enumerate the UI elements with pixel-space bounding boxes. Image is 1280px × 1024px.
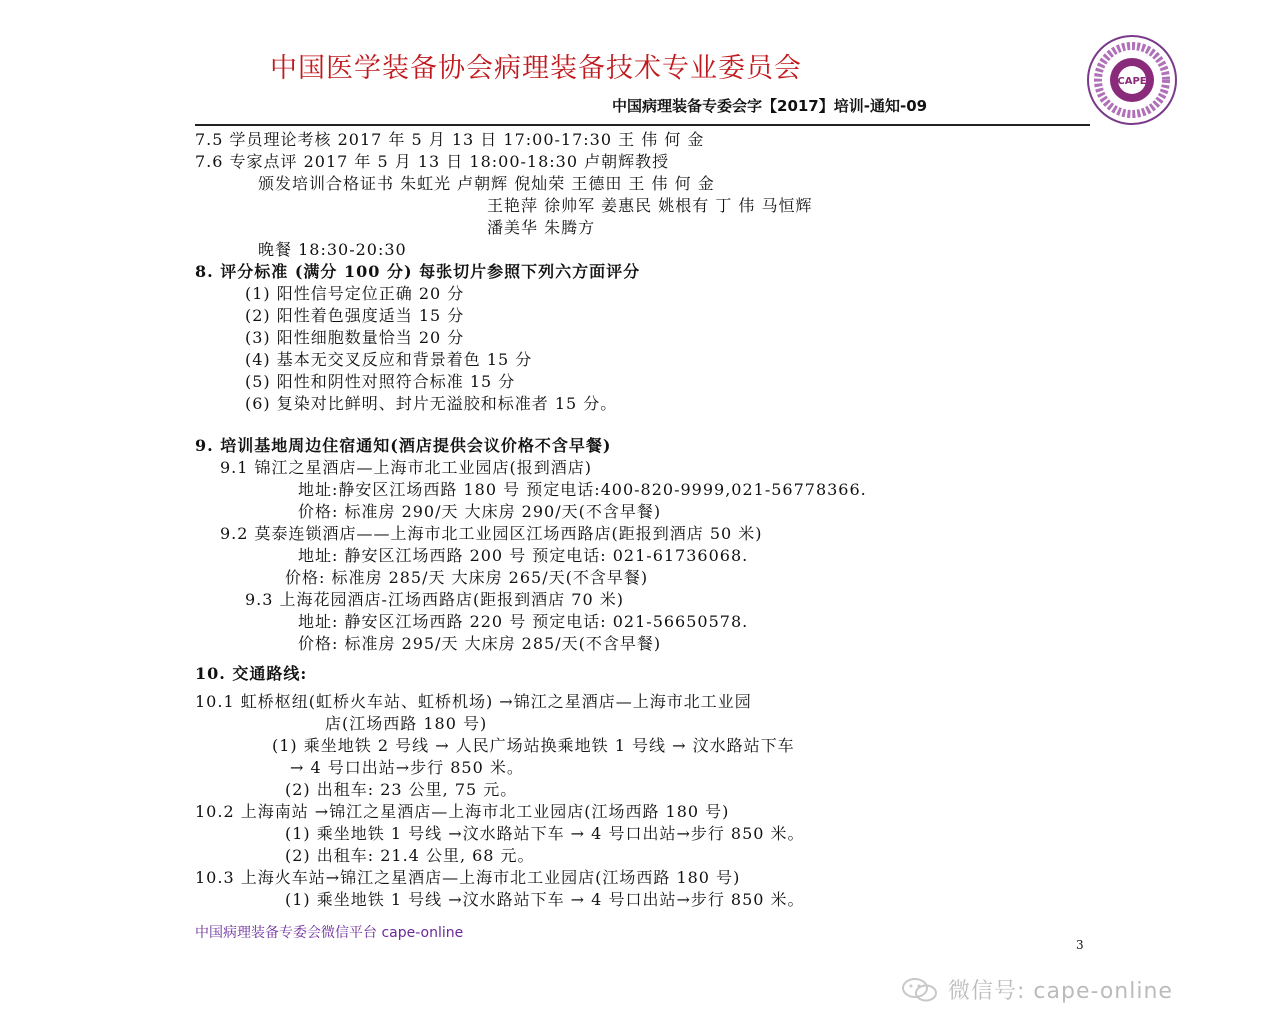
text-line: (2) 出租车: 23 公里, 75 元。 (285, 780, 518, 799)
document-title: 中国医学装备协会病理装备技术专业委员会 (270, 53, 802, 84)
text-line: (1) 乘坐地铁 1 号线 →汶水路站下车 → 4 号口出站→步行 850 米。 (285, 824, 805, 843)
page-number: 3 (1076, 938, 1084, 952)
text-line: 地址:静安区江场西路 180 号 预定电话:400-820-9999,021-56778366. (298, 480, 867, 499)
text-line: (1) 阳性信号定位正确 20 分 (245, 284, 465, 303)
text-line: (4) 基本无交叉反应和背景着色 15 分 (245, 350, 533, 369)
text-line: 价格: 标准房 290/天 大床房 290/天(不含早餐) (298, 502, 662, 521)
footer-platform: 中国病理装备专委会微信平台 cape-online (195, 925, 464, 941)
logo-text: CAPE (1117, 76, 1147, 87)
text-line: 地址: 静安区江场西路 220 号 预定电话: 021-56650578. (298, 612, 749, 631)
text-line: 8. 评分标准 (满分 100 分) 每张切片参照下列六方面评分 (195, 262, 641, 281)
watermark-text: 微信号: cape-online (948, 979, 1173, 1004)
text-line: 7.5 学员理论考核 2017 年 5 月 13 日 17:00-17:30 王 伟 何 金 (195, 130, 705, 149)
text-line: 10. 交通路线: (195, 664, 308, 683)
cape-logo (1086, 34, 1178, 126)
text-line: (2) 出租车: 21.4 公里, 68 元。 (285, 846, 535, 865)
text-line: 9.1 锦江之星酒店—上海市北工业园店(报到酒店) (220, 458, 593, 477)
text-line: → 4 号口出站→步行 850 米。 (290, 758, 524, 777)
text-line: 地址: 静安区江场西路 200 号 预定电话: 021-61736068. (298, 546, 749, 565)
text-line: 店(江场西路 180 号) (325, 714, 488, 733)
text-line: (1) 乘坐地铁 2 号线 → 人民广场站换乘地铁 1 号线 → 汶水路站下车 (272, 736, 795, 755)
text-line: 7.6 专家点评 2017 年 5 月 13 日 18:00-18:30 卢朝辉教授 (195, 152, 670, 171)
wechat-icon (900, 976, 940, 1004)
text-line: (3) 阳性细胞数量恰当 20 分 (245, 328, 465, 347)
text-line: 价格: 标准房 295/天 大床房 285/天(不含早餐) (298, 634, 662, 653)
text-line: 潘美华 朱腾方 (487, 218, 596, 237)
text-line: (1) 乘坐地铁 1 号线 →汶水路站下车 → 4 号口出站→步行 850 米。 (285, 890, 805, 909)
text-line: 9.3 上海花园酒店-江场西路店(距报到酒店 70 米) (245, 590, 624, 609)
text-line: 10.3 上海火车站→锦江之星酒店—上海市北工业园店(江场西路 180 号) (195, 868, 741, 887)
text-line: (5) 阳性和阴性对照符合标准 15 分 (245, 372, 516, 391)
text-line: (2) 阳性着色强度适当 15 分 (245, 306, 465, 325)
text-line: 9. 培训基地周边住宿通知(酒店提供会议价格不含早餐) (195, 436, 612, 455)
header-divider (195, 124, 1090, 126)
document-number: 中国病理装备专委会字【2017】培训-通知-09 (612, 97, 928, 115)
text-line: (6) 复染对比鲜明、封片无溢胶和标准者 15 分。 (245, 394, 618, 413)
text-line: 价格: 标准房 285/天 大床房 265/天(不含早餐) (285, 568, 649, 587)
wechat-watermark (948, 974, 1173, 1005)
text-line: 10.1 虹桥枢纽(虹桥火车站、虹桥机场) →锦江之星酒店—上海市北工业园 (195, 692, 752, 711)
text-line: 晚餐 18:30-20:30 (258, 240, 407, 259)
text-line: 9.2 莫泰连锁酒店——上海市北工业园区江场西路店(距报到酒店 50 米) (220, 524, 763, 543)
text-line: 王艳萍 徐帅军 姜惠民 姚根有 丁 伟 马恒辉 (487, 196, 813, 215)
text-line: 颁发培训合格证书 朱虹光 卢朝辉 倪灿荣 王德田 王 伟 何 金 (258, 174, 715, 193)
text-line: 10.2 上海南站 →锦江之星酒店—上海市北工业园店(江场西路 180 号) (195, 802, 730, 821)
